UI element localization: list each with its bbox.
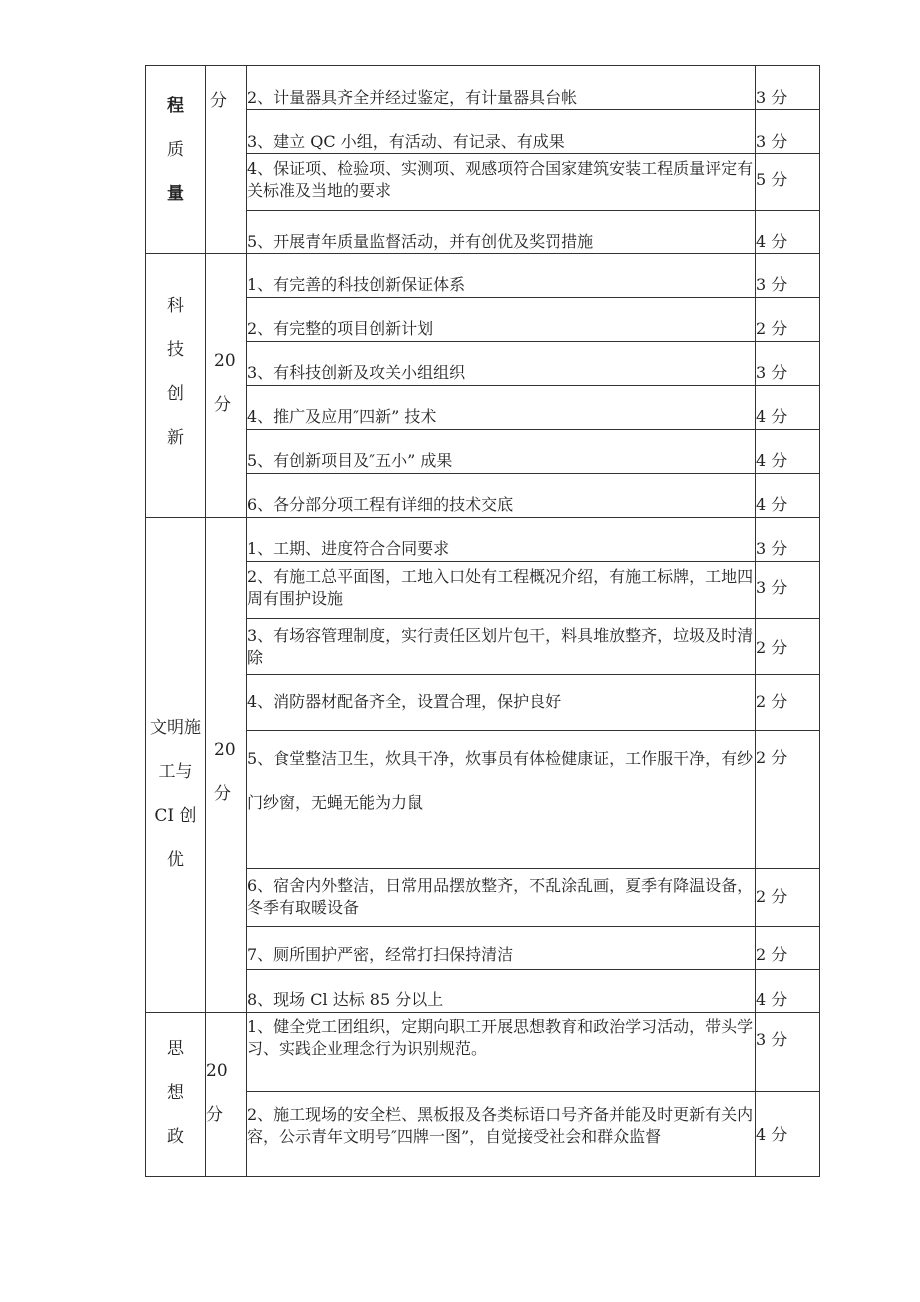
item-text: 5、开展青年质量监督活动，并有创优及奖罚措施 xyxy=(247,232,594,251)
item-cell xyxy=(247,474,756,518)
score-cell xyxy=(756,731,820,869)
category-line: 质 xyxy=(167,140,184,160)
item-score: 3 分 xyxy=(756,539,788,558)
score-cell xyxy=(756,66,820,110)
item-score: 4 分 xyxy=(756,451,788,470)
score-cell xyxy=(756,386,820,430)
item-text: 5、食堂整洁卫生，炊具干净，炊事员有体检健康证，工作服干净，有纱门纱窗，无蝇无能为力鼠 xyxy=(247,749,754,812)
item-text: 2、有施工总平面图，工地入口处有工程概况介绍，有施工标牌，工地四周有围护设施 xyxy=(247,567,754,608)
item-cell xyxy=(247,430,756,474)
item-score: 3 分 xyxy=(756,363,788,382)
item-cell xyxy=(247,675,756,731)
category-line: 技 xyxy=(167,340,184,360)
points-line: 20 xyxy=(206,1061,228,1081)
category-cell-ideology xyxy=(146,1013,206,1177)
score-cell xyxy=(756,619,820,675)
item-cell xyxy=(247,970,756,1013)
item-cell xyxy=(247,518,756,562)
item-score: 2 分 xyxy=(756,945,788,964)
item-text: 2、有完整的项目创新计划 xyxy=(247,319,434,338)
item-text: 3、建立 QC 小组，有活动、有记录、有成果 xyxy=(247,132,565,151)
item-score: 2 分 xyxy=(756,692,788,711)
score-cell xyxy=(756,211,820,254)
category-line: 科 xyxy=(167,296,184,316)
points-line: 分 xyxy=(214,784,231,804)
score-cell xyxy=(756,110,820,154)
score-cell xyxy=(756,474,820,518)
item-cell xyxy=(247,254,756,298)
category-line: 思 xyxy=(167,1039,184,1059)
points-cell-quality xyxy=(206,66,247,254)
item-cell xyxy=(247,869,756,927)
category-cell-civilized-construction xyxy=(146,518,206,1013)
points-cell-innovation xyxy=(206,254,247,518)
score-cell xyxy=(756,342,820,386)
category-line: 程 xyxy=(167,96,184,116)
item-score: 2 分 xyxy=(756,319,788,338)
item-text: 4、消防器材配备齐全，设置合理，保护良好 xyxy=(247,692,562,711)
item-cell xyxy=(247,562,756,619)
item-score: 2 分 xyxy=(756,638,788,657)
item-text: 1、工期、进度符合合同要求 xyxy=(247,539,450,558)
item-text: 4、推广及应用″四新” 技术 xyxy=(247,407,437,426)
item-text: 3、有科技创新及攻关小组组织 xyxy=(247,363,466,382)
score-cell xyxy=(756,430,820,474)
score-cell xyxy=(756,970,820,1013)
points-line: 分 xyxy=(210,91,227,111)
item-score: 4 分 xyxy=(756,1125,788,1144)
category-cell-quality xyxy=(146,66,206,254)
score-cell xyxy=(756,1013,820,1092)
item-score: 3 分 xyxy=(756,132,788,151)
item-score: 4 分 xyxy=(756,407,788,426)
category-line: 量 xyxy=(167,184,184,204)
item-score: 2 分 xyxy=(756,748,788,767)
item-score: 4 分 xyxy=(756,495,788,514)
item-score: 3 分 xyxy=(756,275,788,294)
item-cell xyxy=(247,66,756,110)
item-score: 5 分 xyxy=(756,170,788,189)
item-text: 2、计量器具齐全并经过鉴定，有计量器具台帐 xyxy=(247,88,578,107)
score-cell xyxy=(756,1092,820,1177)
category-line: 新 xyxy=(167,428,184,448)
item-text: 3、有场容管理制度，实行责任区划片包干，料具堆放整齐，垃圾及时清除 xyxy=(247,626,754,667)
category-line: 文明施 xyxy=(150,718,201,738)
item-cell xyxy=(247,211,756,254)
item-score: 3 分 xyxy=(756,578,788,597)
score-cell xyxy=(756,927,820,970)
item-text: 7、厕所围护严密，经常打扫保持清洁 xyxy=(247,945,514,964)
item-text: 1、有完善的科技创新保证体系 xyxy=(247,275,466,294)
item-text: 5、有创新项目及″五小” 成果 xyxy=(247,451,453,470)
score-cell xyxy=(756,869,820,927)
item-text: 6、宿舍内外整洁，日常用品摆放整齐，不乱涂乱画，夏季有降温设备，冬季有取暖设备 xyxy=(247,876,754,917)
points-line: 20 xyxy=(214,740,236,760)
score-cell xyxy=(756,675,820,731)
category-line: 政 xyxy=(167,1127,184,1147)
points-cell-ideology xyxy=(206,1013,247,1177)
item-text: 6、各分部分项工程有详细的技术交底 xyxy=(247,495,514,514)
points-line: 分 xyxy=(206,1105,223,1125)
item-cell xyxy=(247,731,756,869)
points-line: 分 xyxy=(214,395,231,415)
score-cell xyxy=(756,562,820,619)
item-text: 2、施工现场的安全栏、黑板报及各类标语口号齐备并能及时更新有关内容，公示青年文明号″四牌一图”，自觉接受社会和群众监督 xyxy=(247,1105,754,1146)
item-text: 1、健全党工团组织，定期向职工开展思想教育和政治学习活动，带头学习、实践企业理念行为识别规范。 xyxy=(247,1017,754,1058)
category-cell-innovation xyxy=(146,254,206,518)
item-score: 3 分 xyxy=(756,1030,788,1049)
item-cell xyxy=(247,1092,756,1177)
item-cell xyxy=(247,154,756,211)
category-line: 创 xyxy=(167,384,184,404)
item-cell xyxy=(247,619,756,675)
item-score: 4 分 xyxy=(756,232,788,251)
score-cell xyxy=(756,154,820,211)
item-cell xyxy=(247,298,756,342)
item-text: 4、保证项、检验项、实测项、观感项符合国家建筑安装工程质量评定有关标准及当地的要求 xyxy=(247,159,754,200)
points-cell-civilized-construction xyxy=(206,518,247,1013)
item-text: 8、现场 Cl 达标 85 分以上 xyxy=(247,990,444,1009)
item-cell xyxy=(247,927,756,970)
points-line: 20 xyxy=(214,351,236,371)
category-line: 工与 xyxy=(158,762,193,782)
item-score: 3 分 xyxy=(756,88,788,107)
item-cell xyxy=(247,386,756,430)
score-cell xyxy=(756,518,820,562)
scoring-table xyxy=(145,65,820,1177)
category-line: 想 xyxy=(167,1083,184,1103)
item-cell xyxy=(247,342,756,386)
item-cell xyxy=(247,110,756,154)
score-cell xyxy=(756,254,820,298)
item-score: 2 分 xyxy=(756,887,788,906)
item-cell xyxy=(247,1013,756,1092)
item-score: 4 分 xyxy=(756,990,788,1009)
score-cell xyxy=(756,298,820,342)
category-line: CI 创优 xyxy=(154,806,197,870)
